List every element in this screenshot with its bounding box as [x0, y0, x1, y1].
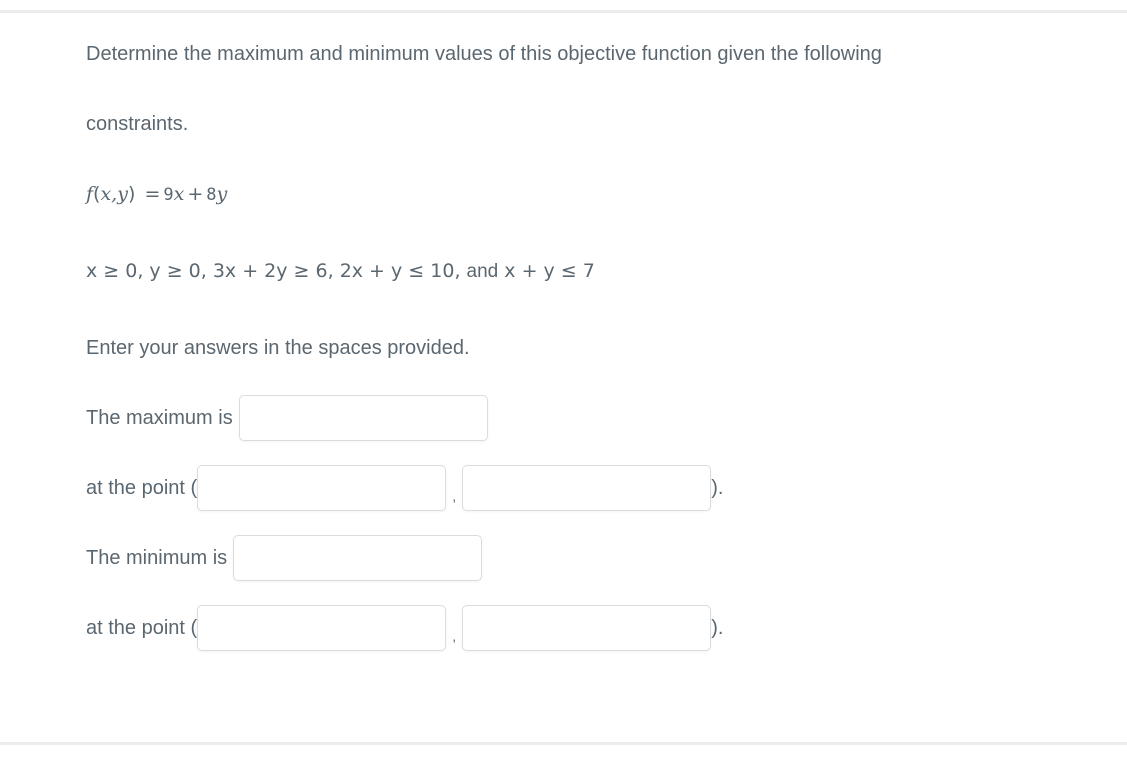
prompt-line-2: constraints. [86, 113, 189, 135]
max-row [86, 395, 488, 441]
instructions: Enter your answers in the spaces provided. [86, 337, 470, 359]
min-comma: , [452, 628, 457, 644]
prompt-line-1: Determine the maximum and minimum values of this objective function given the following [86, 43, 882, 65]
objective-rparen: ) [127, 183, 136, 205]
min-x-input[interactable] [197, 605, 446, 651]
min-value-input[interactable] [233, 535, 482, 581]
objective-var-y: y [216, 183, 228, 205]
objective-equals: = [144, 183, 161, 205]
max-x-input[interactable] [197, 465, 446, 511]
max-label: The maximum is [86, 406, 233, 429]
max-y-input[interactable] [462, 465, 711, 511]
max-close-paren: ). [711, 476, 724, 499]
min-close-paren: ). [711, 616, 724, 639]
bottom-divider [0, 742, 1127, 745]
objective-lparen: ( [93, 183, 101, 205]
max-point-row [86, 465, 723, 511]
constraint-x-y: x + y ≤ 7 [504, 260, 595, 282]
objective-plus: + [187, 183, 204, 205]
constraint-3x-2y: 3x + 2y ≥ 6, [212, 260, 334, 282]
objective-coef-y: 8 [206, 185, 217, 205]
constraint-x-nonneg: x ≥ 0, [86, 260, 144, 282]
objective-var-x: x [173, 183, 185, 205]
top-divider [0, 10, 1127, 13]
min-label: The minimum is [86, 546, 228, 569]
min-y-input[interactable] [462, 605, 711, 651]
objective-f: f [86, 183, 94, 205]
max-comma: , [452, 488, 457, 504]
objective-coef-x: 9 [163, 185, 174, 205]
objective-function [86, 182, 227, 207]
objective-args: x,y [100, 183, 128, 205]
min-point-label: at the point ( [86, 616, 198, 639]
min-point-row [86, 605, 723, 651]
max-value-input[interactable] [239, 395, 488, 441]
min-row [86, 535, 482, 581]
constraint-2x-y: 2x + y ≤ 10, [339, 260, 461, 282]
max-point-label: at the point ( [86, 476, 198, 499]
constraints [86, 259, 595, 284]
constraint-and: and [466, 261, 499, 282]
constraint-y-nonneg: y ≥ 0, [149, 260, 207, 282]
